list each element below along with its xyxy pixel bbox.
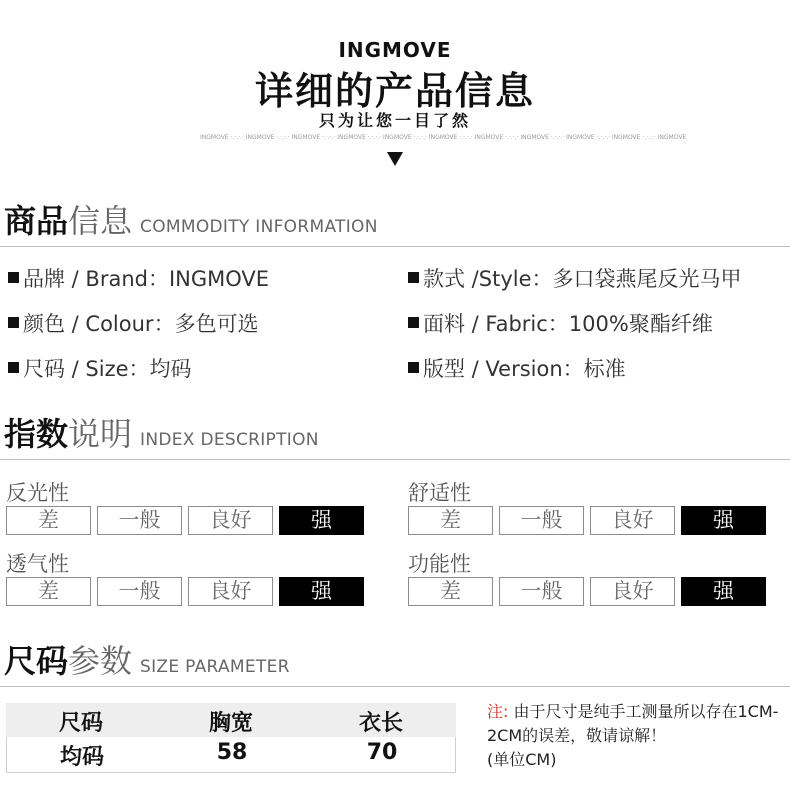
bullet-square-icon xyxy=(8,272,19,283)
rating-cell: 良好 xyxy=(590,506,675,535)
commodity-section-title xyxy=(4,196,378,242)
table-header-cell: 衣长 xyxy=(358,711,403,736)
rating-scale xyxy=(6,506,370,535)
info-item: 款式 /Style：多口袋燕尾反光马甲 xyxy=(408,263,742,293)
info-item: 版型 / Version：标准 xyxy=(408,353,626,383)
note-label: 注: xyxy=(487,702,509,721)
bullet-square-icon xyxy=(408,362,419,373)
table-header-cell: 胸宽 xyxy=(208,711,253,736)
rating-scale xyxy=(408,506,772,535)
rating-cell: 差 xyxy=(408,506,493,535)
rating-cell: 良好 xyxy=(590,577,675,606)
rating-cell: 一般 xyxy=(97,577,182,606)
rating-scale xyxy=(6,577,370,606)
index-title-light: 说明 xyxy=(68,415,133,453)
page-subtitle: 只为让您一目了然 xyxy=(318,111,471,130)
note-text: 由于尺寸是纯手工测量所以存在1CM-2CM的误差，敬请谅解！ xyxy=(487,702,779,745)
rating-cell-selected: 强 xyxy=(279,506,364,535)
size-title-light: 参数 xyxy=(68,642,133,680)
rating-cell: 良好 xyxy=(188,577,273,606)
section-divider xyxy=(0,686,790,687)
bullet-square-icon xyxy=(8,362,19,373)
bullet-square-icon xyxy=(8,317,19,328)
table-cell: 均码 xyxy=(59,745,104,770)
size-title-en: SIZE PARAMETER xyxy=(140,657,290,677)
info-item: 颜色 / Colour：多色可选 xyxy=(8,308,259,338)
rating-cell: 差 xyxy=(6,506,91,535)
down-arrow-icon xyxy=(387,152,403,166)
index-label: 功能性 xyxy=(408,552,471,576)
size-title-dark: 尺码 xyxy=(4,642,69,680)
brand-logo: INGMOVE xyxy=(338,38,452,62)
index-label: 舒适性 xyxy=(408,481,471,505)
rating-cell: 一般 xyxy=(499,577,584,606)
table-row xyxy=(6,737,456,773)
section-divider xyxy=(0,459,790,460)
table-cell: 70 xyxy=(366,740,398,765)
bullet-square-icon xyxy=(408,272,419,283)
rating-cell: 一般 xyxy=(499,506,584,535)
index-label: 透气性 xyxy=(6,552,69,576)
section-divider xyxy=(0,246,790,247)
index-section-title xyxy=(4,409,319,455)
index-title-dark: 指数 xyxy=(4,415,69,453)
rating-cell: 良好 xyxy=(188,506,273,535)
rating-scale xyxy=(408,577,772,606)
info-item: 品牌 / Brand：INGMOVE xyxy=(8,263,269,293)
size-note xyxy=(487,700,787,772)
rating-cell: 一般 xyxy=(97,506,182,535)
rating-cell-selected: 强 xyxy=(681,577,766,606)
bullet-square-icon xyxy=(408,317,419,328)
size-table xyxy=(6,703,456,773)
info-item: 尺码 / Size：均码 xyxy=(8,353,192,383)
rating-cell: 差 xyxy=(6,577,91,606)
index-title-en: INDEX DESCRIPTION xyxy=(140,430,319,450)
page-headline: 详细的产品信息 xyxy=(254,69,535,113)
note-unit: (单位CM) xyxy=(487,750,557,769)
commodity-title-light: 信息 xyxy=(68,202,133,240)
table-cell: 58 xyxy=(216,740,248,765)
commodity-title-dark: 商品 xyxy=(4,202,69,240)
table-header-cell: 尺码 xyxy=(58,711,103,736)
size-section-title xyxy=(4,636,290,682)
index-label: 反光性 xyxy=(6,481,69,505)
rating-cell-selected: 强 xyxy=(681,506,766,535)
commodity-title-en: COMMODITY INFORMATION xyxy=(140,217,378,237)
rating-cell-selected: 强 xyxy=(279,577,364,606)
rating-cell: 差 xyxy=(408,577,493,606)
info-item: 面料 / Fabric：100%聚酯纤维 xyxy=(408,308,713,338)
decorative-dotted-line: INGMOVE ·.·.·.· INGMOVE ·.·.·.· INGMOVE ·.·.·.· INGMOVE ·.·.·.· INGMOVE ·.·.·.· INGMOVE ·.·.·.· INGMOVE ·.·.·.· INGMOVE ·.·.·.· INGMOVE ·.·.·.· INGMOVE ·.·.·.· INGMOVE xyxy=(200,134,687,141)
table-header-row xyxy=(6,703,456,737)
